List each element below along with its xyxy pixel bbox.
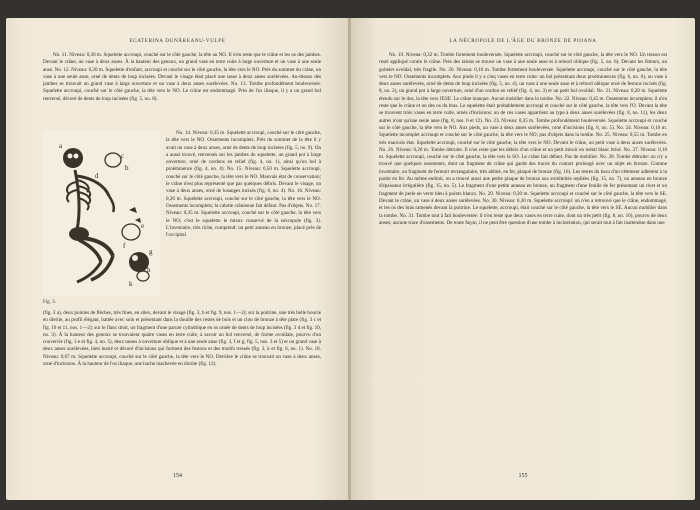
- figure-label-a: a: [59, 142, 63, 150]
- right-running-head: LA NÉCROPOLE DE L'ÂGE DU BRONZE DE POIANA: [449, 38, 597, 44]
- left-page-number: 154: [173, 473, 182, 479]
- figure-label-h: h: [147, 266, 151, 274]
- figure-label-c: c: [121, 152, 125, 160]
- left-text-beside-figure-paragraph: No. 14. Niveau: 0,35 m. Squelette accroupi, couché sur le côté gauche, la tête vers le NO. Ossements incomplets. Près du sommet de la tête il y avait un vase à deux anses, orné de dents de loup incisées (fig. 5, no. 9). On a aussi trouvé, renversés sur les jambes du squelette, un grand pot à large ouverture, orné de cordons en relief (fig. 4, no. 1), ainsi qu'un bol à proéminence (fig. 4, no. 4). No. 15. Niveau: 0,50 m. Squelette accroupi, couché sur le côté gauche, la tête vers le NO. Mauvais état de conservation; le crâne n'est plus représenté que par quelques débris. Devant le visage, un vase à deux anses, orné de losanges incisés (fig. 6, no. 4). No. 16. Niveau: 0,20 m. Squelette accroupi, couché sur le côté gauche, la tête vers le NO. Ossements incomplets; la calotte crânienne fait défaut. Pas d'objets. No. 17. Niveau: 0,35 m. Squelette accroupi, couché sur le côté gauche, la tête vers le NO; c'est le squelette le mieux conservé de la nécropole (fig. 3). L'inventaire, très riche, comprend: un petit anneau en bronze, placé près de l'occipital: [166, 130, 321, 239]
- figure-caption: Fig. 3.: [43, 300, 56, 305]
- right-page: [351, 18, 695, 500]
- left-text-top: [43, 52, 321, 103]
- figure-label-g: g: [149, 248, 153, 256]
- left-text-bottom: [43, 310, 321, 368]
- right-page-number: 155: [518, 473, 528, 479]
- right-text-main-paragraph: No. 19. Niveau: 0,32 m. Tombe fortement bouleversée. Squelette accroupi, couché sur le côté gauche, la tête vers le NO. Un tesson est resté appliqué contre le crâne. Près des talons se trouve un vase à une seule anse et à rebord oblique (fig. 5, no. 6). Devant les fémurs, un gobelet ovoïdal, très fragile. No. 20. Niveau: 0,10 m. Tombe fortement bouleversée. Squelette accroupi, couché sur le côté gauche, la tête vers le NO. Ossements incomplets. Aux pieds il y a cinq vases en terre cuite: un bol présentant deux proéminences (fig. 6, no. 6), un vase à deux anses surélevées, orné de dents de loup incisées (fig. 5, no. 4), un vase à une seule anse et à rebord oblique orné de festons incisés (fig. 8, no. 2), un grand pot à large ouverture, orné d'un cordon en relief (fig. 4, no. 3) et un petit bol ovoïdal. No. 21. Niveau: 0,20 m. Squelette étendu sur le dos, la tête vers l'ESE. Le crâne manque. Aucun mobilier dans la tombe. No. 22. Niveau: 0,45 m. Ossements incomplets; il n'en reste que le crâne et un des os du bras. Le squelette était probablement accroupi et couché sur le côté gauche, la tête vers l'O. Devant la tête se trouvent trois vases en terre cuite, ornés d'incisions: un de ces vases appartient au type à deux anses surélevées (fig. 8, no. 11), les deux autres n'ont qu'une seule anse (fig. 8, nos. 6 et 12). No. 23. Niveau: 0,35 m. Tombe profondément bouleversée. Squelette accroupi et couché sur le côté gauche, la tête vers le NO. Aux pieds, un vase à deux anses surélevées, orné d'incisions (fig. 8, no. 5). No. 24. Niveau: 0,10 m. Squelette incomplet accroupi et couché sur le côté gauche, la tête vers le NO; pas d'objets dans la tombe. No. 25. Niveau: 0,55 m. Tombe en très mauvais état. Squelette accroupi, couché sur le côté gauche, la tête vers le NO. Devant le crâne, un petit vase à deux anses surélevées. No. 26. Niveau: 0,20 m. Tombe détruite. Il n'en reste que les débris d'un crâne et un petit miroir en métal blanc brisé. No. 27. Niveau: 0,10 m. Squelette accroupi, couché sur le côté gauche, la tête vers le SO. Le crâne fait défaut. Pas de mobilier. No. 28. Tombe détruite: on n'y a trouvé que quelques ossements, dont un fragment de crâne qui garde des traces du contact prolongé avec un objet en bronze. Comme inventaire, un fragment de fermoir rectangulaire, très abîmé, en fer, plaqué de bronze (fig. 16). Les restes du tissu d'un vêtement adhérent à la partie en fer. Au même endroit, on a trouvé aussi une petite plaque de bronze aux extrémités repliées (fig. 15, no. 7), un anneau en bronze d'épaisseur irrégulière (fig. 15, no. 5). Le fragment d'une petite anneau en bronze, un fragment d'une feuille de fer présentant un rivet et un fragment de perle en verre bleu à points blancs. No. 29. Niveau: 0,30 m. Squelette accroupi et couché sur le côté gauche, la tête vers le SE. Devant le crâne, un vase à deux anses surélevées. No. 30. Niveau: 0,30 m. Squelette accroupi: on n'en a retrouvé que le crâne, endommagé, et les os des bras ramenés devant la poitrine. Le squelette, accroupi, était couché sur le côté gauche, la tête vers le SE. Aucun mobilier dans la tombe. No. 31. Tombe tout à fait bouleversée: il n'en reste que deux vases en terre cuite, dont un très petit (fig. 8, no. 10), pourvu de deux anses; aucune trace d'ossements. De toute façon, il ne peut être question d'une tombe à incinération, qui serait tout à fait inattendue dans une: [379, 52, 667, 226]
- skull-shape: [63, 148, 83, 168]
- figure-label-f: f: [123, 242, 126, 250]
- left-page: [6, 18, 349, 500]
- figure-label-d: d: [95, 172, 99, 180]
- skeleton-drawing: [43, 130, 160, 296]
- figure-label-k: k: [129, 280, 133, 288]
- left-text-top-paragraph: No. 11. Niveau: 0,30 m. Squelette accroupi, couché sur le côté gauche, la tête au NO. Il n'en reste que le crâne et les os des jambes. Devant le crâne, un vase à deux anses. À la hauteur des genoux, un grand vase en terre cuite à large ouverture et un vase à une seule anse. No. 12. Niveau: 0,20 m. Squelette d'enfant, accroupi et couché sur le côté gauche, la tête vers le NO. Près du sommet du crâne, un vase à une seule anse, orné de dents de loup incisées. Devant le visage était placé une tasse à deux anses surélevées. Au-dessus des jambes se trouvait un grand vase à large ouverture et un vase à deux anses surélevées. No. 13. Tombe profondément bouleversée. Squelette accroupi, couché sur le côté gauche, la tête vers le NO. Le crâne est endommagé. Près de l'os iliaque, il y a un grand bol renversé, décoré de dents de loup incisées (fig. 5, no. 8).: [43, 52, 321, 102]
- figure-label-e: e: [141, 222, 145, 230]
- skeleton-figure: [43, 130, 160, 296]
- left-running-head: ECATERINA DUNĂREANU-VULPE: [129, 38, 226, 44]
- right-text-main: [379, 52, 667, 227]
- left-text-bottom-paragraph: (fig. 3 a), deux pointes de flèches, très fines, en silex, devant le visage (fig. 3, b et fig. 9, nos. 1—2); sur la poitrine, une très belle boucle en dierite, au profil élégant, battée avec soin et présentant dans la douille des restes de bois et un clou de bronze à tête plate (fig. 3 c et fig. 10 et 11, nos. 1—2); sur le flanc droit, un fragment d'une parure cylindrique en os ornée de dents de loup incisées (fig. 3 d et fig. 10, no. 3). À la hauteur des genoux se trouvaient quatre vases en terre cuite, à savoir un bol renversé, de forme ovoïdale, pourvu d'un couvercle (fig. 3 e et fig. 4, no. 5), deux tasses à ouverture oblique et à une seule anse (fig. 3, f et g; fig. 5, nos. 3 et 5) et un grand vase à deux anses surélevées, bien lustré et décoré d'incisions qui forment des festons et des motifs tressés (fig. 3, k et fig. 6, no. 1). No. 18. Niveau: 0,67 m. Squelette accroupi, couché sur le côté gauche, la tête vers le NO. Derrière le crâne se trouvait un vase à deux anses, orné d'incisions. À la hauteur de l'os iliaque, une hache inachevée en diorite (fig. 12).: [43, 310, 321, 368]
- left-text-beside-figure: [166, 130, 321, 239]
- figure-label-b: b: [125, 164, 129, 172]
